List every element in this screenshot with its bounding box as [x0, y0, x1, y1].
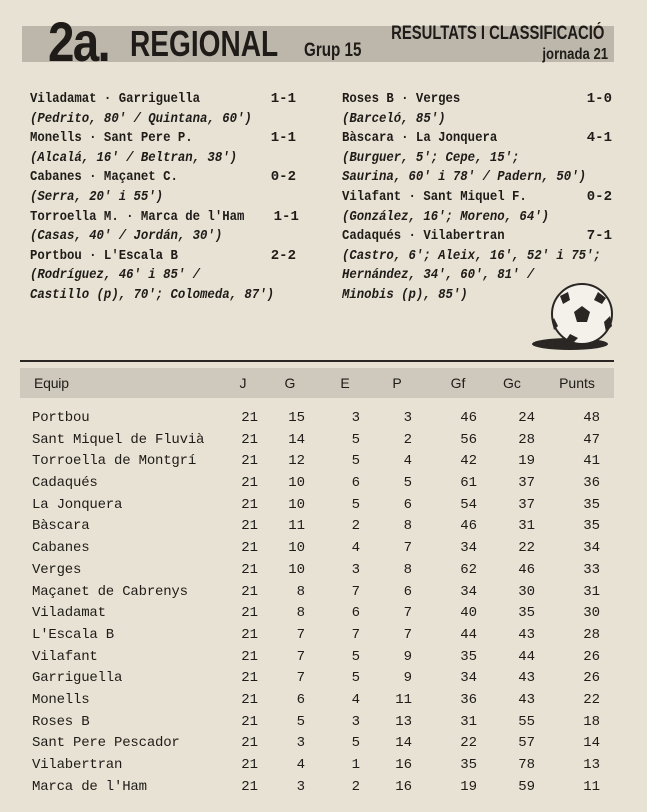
played: 21 [241, 605, 258, 622]
lost: 4 [403, 453, 412, 470]
match-result [342, 129, 612, 188]
goals-for: 44 [460, 626, 477, 643]
section-title: RESULTATS I CLASSIFICACIÓ [390, 23, 604, 44]
match-score: 7-1 [586, 228, 612, 245]
won: 10 [288, 561, 305, 578]
match-scorers: Castillo (p), 70'; Colomeda, 87') [30, 286, 274, 303]
goals-for: 61 [460, 475, 477, 492]
match-scorers: (González, 16'; Moreno, 64') [342, 208, 550, 225]
team-name: La Jonquera [32, 496, 123, 513]
lost: 7 [403, 605, 412, 622]
drawn: 5 [351, 431, 360, 448]
team-name: Sant Miquel de Fluvià [32, 431, 205, 448]
played: 21 [241, 691, 258, 708]
match-line [30, 168, 296, 188]
goals-for: 35 [460, 757, 477, 773]
table-row [20, 582, 614, 604]
match-scorers: (Barceló, 85') [342, 110, 446, 127]
points: 11 [583, 778, 600, 795]
match-teams: Cadaqués · Vilabertran [342, 228, 505, 245]
team-name: Vilafant [32, 648, 98, 665]
goals-for: 19 [460, 778, 477, 795]
played: 21 [241, 713, 258, 730]
table-row [20, 712, 614, 734]
points: 41 [583, 453, 600, 470]
team-name: Maçanet de Cabrenys [32, 583, 188, 600]
drawn: 5 [351, 670, 360, 687]
goals-against: 59 [518, 778, 535, 795]
points: 35 [583, 518, 600, 535]
match-teams: Bàscara · La Jonquera [342, 130, 498, 147]
goals-for: 42 [460, 453, 477, 470]
lost: 14 [395, 735, 412, 752]
lost: 2 [403, 431, 412, 448]
points: 47 [583, 431, 600, 448]
match-teams: Cabanes · Maçanet C. [30, 169, 178, 186]
played: 21 [241, 735, 258, 752]
played: 21 [241, 518, 258, 535]
match-line [30, 208, 299, 228]
match-teams: Torroella M. · Marca de l'Ham [30, 208, 245, 225]
drawn: 4 [351, 540, 360, 557]
match-result [30, 129, 296, 168]
played: 21 [241, 431, 258, 448]
table-row [20, 430, 614, 452]
drawn: 1 [351, 757, 360, 773]
match-line [342, 90, 612, 110]
goals-against: 44 [518, 648, 535, 665]
header-team: Equip [34, 375, 69, 391]
goals-against: 24 [518, 410, 535, 426]
header-played: J [239, 375, 247, 391]
team-name: Verges [32, 561, 82, 578]
won: 10 [288, 496, 305, 513]
header-won: G [284, 375, 296, 391]
match-scorers: (Rodríguez, 46' i 85' / [30, 267, 201, 284]
played: 21 [241, 453, 258, 470]
won: 6 [296, 691, 305, 708]
table-row [20, 538, 614, 560]
table-row [20, 733, 614, 755]
won: 7 [296, 626, 305, 643]
table-row [20, 408, 614, 430]
lost: 5 [403, 475, 412, 492]
played: 21 [241, 496, 258, 513]
team-name: Cabanes [32, 540, 90, 557]
division-title: REGIONAL [130, 23, 279, 64]
won: 8 [296, 583, 305, 600]
match-scorers: Minobis (p), 85') [342, 286, 468, 303]
goals-against: 35 [518, 605, 535, 622]
header-goals-for: Gf [450, 375, 466, 391]
goals-for: 35 [460, 648, 477, 665]
lost: 7 [403, 626, 412, 643]
results-right-column [342, 90, 612, 306]
drawn: 3 [351, 713, 360, 730]
goals-for: 34 [460, 583, 477, 600]
match-scorers: (Serra, 20' i 55') [30, 188, 164, 205]
goals-against: 22 [518, 540, 535, 557]
team-name: Bàscara [32, 518, 90, 535]
drawn: 5 [351, 496, 360, 513]
lost: 3 [403, 410, 412, 426]
team-name: Vilabertran [32, 757, 123, 773]
goals-against: 28 [518, 431, 535, 448]
played: 21 [241, 648, 258, 665]
goals-for: 56 [460, 431, 477, 448]
points: 18 [583, 713, 600, 730]
goals-for: 36 [460, 691, 477, 708]
match-result [342, 90, 612, 129]
drawn: 7 [351, 626, 360, 643]
drawn: 7 [351, 583, 360, 600]
points: 34 [583, 540, 600, 557]
goals-for: 34 [460, 670, 477, 687]
table-row [20, 625, 614, 647]
results-left-column [30, 90, 299, 306]
table-row [20, 755, 614, 777]
table-row [20, 690, 614, 712]
won: 14 [288, 431, 305, 448]
drawn: 3 [351, 410, 360, 426]
won: 10 [288, 540, 305, 557]
goals-against: 19 [518, 453, 535, 470]
match-score: 1-1 [273, 208, 299, 225]
lost: 8 [403, 561, 412, 578]
match-scorers: Hernández, 34', 60', 81' / [342, 267, 535, 284]
goals-for: 40 [460, 605, 477, 622]
goals-against: 37 [518, 475, 535, 492]
goals-against: 37 [518, 496, 535, 513]
points: 22 [583, 691, 600, 708]
match-result [30, 247, 296, 306]
won: 3 [296, 735, 305, 752]
drawn: 6 [351, 605, 360, 622]
match-score: 4-1 [586, 130, 612, 147]
goals-for: 62 [460, 561, 477, 578]
won: 8 [296, 605, 305, 622]
team-name: Sant Pere Pescador [32, 735, 180, 752]
goals-for: 34 [460, 540, 477, 557]
goals-against: 31 [518, 518, 535, 535]
played: 21 [241, 540, 258, 557]
round-label: jornada 21 [542, 46, 608, 63]
match-line [342, 188, 612, 208]
goals-for: 31 [460, 713, 477, 730]
table-row [20, 777, 614, 799]
played: 21 [241, 475, 258, 492]
group-label: Grup 15 [304, 40, 362, 61]
goals-against: 57 [518, 735, 535, 752]
match-score: 1-0 [586, 91, 612, 107]
match-line [30, 129, 296, 149]
won: 12 [288, 453, 305, 470]
drawn: 6 [351, 475, 360, 492]
table-row [20, 473, 614, 495]
team-name: Viladamat [32, 605, 106, 622]
soccer-ball-icon [530, 282, 616, 352]
points: 13 [583, 757, 600, 773]
lost: 16 [395, 778, 412, 795]
standings-table [20, 368, 614, 798]
team-name: Cadaqués [32, 475, 98, 492]
match-scorers: (Pedrito, 80' / Quintana, 60') [30, 110, 252, 127]
header-lost: P [392, 375, 402, 391]
lost: 16 [395, 757, 412, 773]
match-scorers: Saurina, 60' i 78' / Padern, 50') [342, 169, 586, 186]
match-scorers: (Burguer, 5'; Cepe, 15'; [342, 149, 520, 166]
goals-for: 54 [460, 496, 477, 513]
lost: 6 [403, 496, 412, 513]
points: 36 [583, 475, 600, 492]
lost: 11 [395, 691, 412, 708]
points: 26 [583, 670, 600, 687]
standings-header [20, 368, 614, 398]
match-score: 2-2 [270, 247, 296, 264]
won: 3 [296, 778, 305, 795]
table-row [20, 495, 614, 517]
points: 28 [583, 626, 600, 643]
table-row [20, 516, 614, 538]
points: 31 [583, 583, 600, 600]
goals-for: 46 [460, 410, 477, 426]
match-line [342, 129, 612, 149]
points: 26 [583, 648, 600, 665]
team-name: L'Escala B [32, 626, 115, 643]
won: 5 [296, 713, 305, 730]
table-row [20, 647, 614, 669]
drawn: 2 [351, 518, 360, 535]
won: 7 [296, 648, 305, 665]
drawn: 5 [351, 453, 360, 470]
match-line [30, 90, 296, 110]
match-line [30, 247, 296, 267]
match-teams: Viladamat · Garriguella [30, 91, 201, 107]
match-score: 1-1 [270, 91, 296, 107]
lost: 6 [403, 583, 412, 600]
points: 35 [583, 496, 600, 513]
match-score: 1-1 [270, 130, 296, 147]
team-name: Garriguella [32, 670, 123, 687]
won: 10 [288, 475, 305, 492]
played: 21 [241, 583, 258, 600]
match-score: 0-2 [586, 188, 612, 205]
played: 21 [241, 561, 258, 578]
goals-for: 22 [460, 735, 477, 752]
top-rule [20, 360, 614, 362]
goals-against: 78 [518, 757, 535, 773]
played: 21 [241, 670, 258, 687]
match-teams: Vilafant · Sant Miquel F. [342, 188, 527, 205]
table-row [20, 451, 614, 473]
page-header [22, 10, 614, 73]
won: 4 [296, 757, 305, 773]
goals-against: 43 [518, 626, 535, 643]
division-number: 2a. [48, 10, 110, 73]
standings-body [20, 398, 614, 798]
points: 33 [583, 561, 600, 578]
points: 48 [583, 410, 600, 426]
won: 11 [288, 518, 305, 535]
goals-against: 43 [518, 691, 535, 708]
drawn: 2 [351, 778, 360, 795]
match-teams: Roses B · Verges [342, 91, 461, 107]
drawn: 3 [351, 561, 360, 578]
lost: 9 [403, 670, 412, 687]
match-line [342, 227, 612, 247]
header-goals-against: Gc [503, 375, 521, 391]
drawn: 5 [351, 648, 360, 665]
goals-against: 46 [518, 561, 535, 578]
goals-against: 43 [518, 670, 535, 687]
team-name: Marca de l'Ham [32, 778, 147, 795]
header-points: Punts [559, 375, 595, 391]
match-result [30, 168, 296, 207]
match-score: 0-2 [270, 169, 296, 186]
won: 15 [288, 410, 305, 426]
team-name: Torroella de Montgrí [32, 453, 197, 470]
match-result [342, 188, 612, 227]
match-scorers: (Alcalá, 16' / Beltran, 38') [30, 149, 238, 166]
match-result [30, 90, 296, 129]
drawn: 4 [351, 691, 360, 708]
played: 21 [241, 757, 258, 773]
team-name: Portbou [32, 410, 90, 426]
points: 14 [583, 735, 600, 752]
goals-against: 30 [518, 583, 535, 600]
team-name: Roses B [32, 713, 90, 730]
match-teams: Monells · Sant Pere P. [30, 130, 193, 147]
header-drawn: E [340, 375, 350, 391]
table-row [20, 560, 614, 582]
table-row [20, 668, 614, 690]
table-row [20, 603, 614, 625]
match-result [30, 208, 299, 247]
points: 30 [583, 605, 600, 622]
played: 21 [241, 410, 258, 426]
match-scorers: (Casas, 40' / Jordán, 30') [30, 228, 223, 245]
lost: 7 [403, 540, 412, 557]
team-name: Monells [32, 691, 90, 708]
lost: 8 [403, 518, 412, 535]
lost: 13 [395, 713, 412, 730]
played: 21 [241, 778, 258, 795]
won: 7 [296, 670, 305, 687]
goals-against: 55 [518, 713, 535, 730]
match-teams: Portbou · L'Escala B [30, 247, 178, 264]
match-scorers: (Castro, 6'; Aleix, 16', 52' i 75'; [342, 247, 601, 264]
played: 21 [241, 626, 258, 643]
goals-for: 46 [460, 518, 477, 535]
drawn: 5 [351, 735, 360, 752]
lost: 9 [403, 648, 412, 665]
